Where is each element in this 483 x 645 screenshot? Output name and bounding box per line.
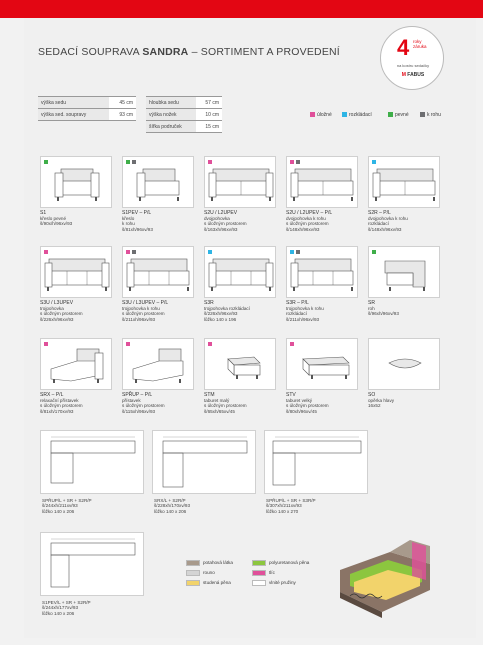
warranty-sub: na kostru sedačky — [396, 63, 430, 68]
title-suffix: – SORTIMENT A PROVEDENÍ — [188, 46, 340, 58]
legend-item — [342, 112, 372, 118]
type-marker — [372, 160, 376, 164]
material-label: polyuretanová pěna — [269, 560, 310, 566]
material-label: rouno — [203, 570, 215, 576]
type-marker — [290, 342, 294, 346]
legend-label: rozkládací — [349, 112, 372, 118]
dimension-label: výška sedu — [38, 97, 109, 109]
dimension-value: 93 cm — [109, 109, 136, 121]
product-illustration — [122, 246, 194, 298]
dimension-row — [38, 109, 136, 121]
product-description: opěrka hlavy 16x52 — [368, 398, 395, 409]
legend-label: pevné — [395, 112, 409, 118]
product-illustration — [286, 156, 358, 208]
brand-logo-mark: M — [401, 72, 406, 78]
brand-logo-text: FABUS — [407, 72, 425, 78]
legend-item — [420, 112, 441, 118]
product-illustration — [368, 246, 440, 298]
material-swatch — [252, 570, 266, 576]
material-item — [252, 580, 296, 586]
product-code: S3R — [204, 300, 214, 306]
page-title — [38, 46, 340, 58]
combination-plan[interactable] — [40, 430, 144, 494]
dimension-label: výška sed. soupravy — [38, 109, 109, 121]
type-marker — [296, 160, 300, 164]
combination-code: S1PEV/L + SR + S2R/P — [42, 600, 91, 605]
material-swatch — [186, 580, 200, 586]
legend-swatch — [310, 112, 315, 117]
dimension-row — [146, 121, 222, 133]
product-code: S3U / L3UPEV — [40, 300, 74, 306]
product-description: trojpohovka k rohu rozkládací š/211xh/96xv/93 — [286, 306, 324, 322]
material-swatch — [186, 570, 200, 576]
dimensions-table-right — [146, 96, 222, 133]
title-prefix: SEDACÍ SOUPRAVA — [38, 46, 143, 58]
warranty-badge — [380, 26, 444, 90]
product-description: trojpohovka k rohu s úložným prostorem š/211xh/96xv/93 — [122, 306, 165, 322]
material-item — [186, 560, 233, 566]
dimension-row — [38, 97, 136, 109]
legend-item — [388, 112, 409, 118]
product-description: trojpohovka rozkládací š/226xh/96xv/93 lůžko 140 x 196 — [204, 306, 250, 322]
product-description: dvojpohovka k rohu rozkládací š/148xh/96xv/93 — [368, 216, 408, 232]
combination-text — [154, 498, 190, 514]
material-swatch — [186, 560, 200, 566]
material-label: potahová látka — [203, 560, 233, 566]
type-marker — [372, 250, 376, 254]
product-code: STM — [204, 392, 215, 398]
warranty-years: 4 — [397, 35, 410, 60]
type-marker — [44, 342, 48, 346]
warranty-label: roky záruka — [413, 39, 427, 49]
material-item — [252, 560, 309, 566]
product-description: roh š/96xh/96xv/93 — [368, 306, 399, 317]
material-swatch — [252, 560, 266, 566]
type-marker — [44, 160, 48, 164]
product-description: křeslo k rohu š/81xh/96xv/93 — [122, 216, 153, 232]
product-code: STV — [286, 392, 296, 398]
product-code: S3U / L3UPEV – P/L — [122, 300, 169, 306]
product-illustration — [122, 156, 194, 208]
product-description: taburet malý s úložným prostorem š/65xh/65xv/45 — [204, 398, 247, 414]
material-swatch — [252, 580, 266, 586]
legend-label: k rohu — [427, 112, 441, 118]
product-illustration — [204, 156, 276, 208]
type-marker — [126, 250, 130, 254]
type-marker — [208, 342, 212, 346]
product-illustration — [122, 338, 194, 390]
combination-description: š/244xh/177xv/93 lůžko 140 x 206 — [42, 605, 79, 616]
title-name: SANDRA — [142, 46, 189, 58]
combination-plan[interactable] — [40, 532, 144, 596]
product-code: S1 — [40, 210, 47, 216]
product-description: dvojpohovka k rohu s úložným prostorem š/148xh/96xv/93 — [286, 216, 329, 232]
product-illustration — [40, 246, 112, 298]
product-description: trojpohovka s úložným prostorem š/226xh/96xv/93 — [40, 306, 83, 322]
product-illustration — [368, 338, 440, 390]
dimension-row — [146, 97, 222, 109]
product-illustration — [286, 338, 358, 390]
product-illustration — [368, 156, 440, 208]
product-illustration — [286, 246, 358, 298]
material-item — [186, 580, 231, 586]
product-illustration — [40, 156, 112, 208]
material-label: vlnité pružiny — [269, 580, 296, 586]
combination-plan[interactable] — [264, 430, 368, 494]
product-illustration — [40, 338, 112, 390]
brand-logo — [393, 72, 433, 78]
product-description: přístavek s úložným prostorem š/115xh/96xv/93 — [122, 398, 165, 414]
dimension-label: šířka područek — [146, 121, 196, 133]
material-label: tlíc — [269, 570, 275, 576]
dimension-row — [146, 109, 222, 121]
material-label: studená pěna — [203, 580, 231, 586]
combination-code: SPŘUP/L + SR + S2R/P — [42, 498, 92, 503]
product-code: S2U / L2UPEV – P/L — [286, 210, 333, 216]
dimensions-table-left — [38, 96, 136, 121]
combination-code: SPŘUP/L + SR + S3R/P — [266, 498, 316, 503]
type-marker — [44, 250, 48, 254]
product-description: taburet velký s úložným prostorem š/80xh/96xv/45 — [286, 398, 329, 414]
type-marker — [126, 160, 130, 164]
legend-swatch — [388, 112, 393, 117]
product-code: S1PEV – P/L — [122, 210, 152, 216]
product-illustration — [204, 246, 276, 298]
combination-text — [266, 498, 316, 514]
type-marker — [208, 250, 212, 254]
dimension-label: výška nožek — [146, 109, 196, 121]
product-code: S2U / L2UPEV — [204, 210, 238, 216]
legend-swatch — [342, 112, 347, 117]
dimension-value: 45 cm — [109, 97, 136, 109]
legend-swatch — [420, 112, 425, 117]
dimension-value: 15 cm — [196, 121, 222, 133]
product-illustration — [204, 338, 276, 390]
dimension-value: 57 cm — [196, 97, 222, 109]
product-description: křeslo pevné š/90x/h/96xv/93 — [40, 216, 73, 227]
type-marker — [132, 250, 136, 254]
type-marker — [132, 160, 136, 164]
combination-text — [42, 600, 91, 616]
type-marker — [296, 250, 300, 254]
legend-item — [310, 112, 332, 118]
product-description: relaxační přístavek s úložným prostorem š/81xh/170xv/93 — [40, 398, 83, 414]
type-marker — [290, 160, 294, 164]
product-code: SR — [368, 300, 375, 306]
type-marker — [126, 342, 130, 346]
product-description: dvojpohovka s úložným prostorem š/163xh/96xv/93 — [204, 216, 247, 232]
cutaway-illustration — [330, 530, 440, 620]
product-code: S3R – P/L — [286, 300, 309, 306]
combination-code: SRX/L + S2R/P — [154, 498, 186, 503]
type-marker — [208, 160, 212, 164]
product-code: SRX – P/L — [40, 392, 64, 398]
combination-text — [42, 498, 92, 514]
product-code: SPŘUP – P/L — [122, 392, 153, 398]
combination-description: š/228xh/170xv/93 lůžko 140 x 206 — [154, 503, 191, 514]
material-item — [252, 570, 275, 576]
product-code: S2R – P/L — [368, 210, 391, 216]
type-marker — [290, 250, 294, 254]
red-header-bar — [0, 0, 483, 18]
dimension-value: 10 cm — [196, 109, 222, 121]
product-code: SO — [368, 392, 376, 398]
combination-description: š/307xh/211xv/93 lůžko 140 x 270 — [266, 503, 302, 514]
material-item — [186, 570, 215, 576]
combination-plan[interactable] — [152, 430, 256, 494]
legend-label: úložné — [317, 112, 332, 118]
dimension-label: hloubka sedu — [146, 97, 196, 109]
combination-description: š/244xh/211xv/93 lůžko 140 x 206 — [42, 503, 78, 514]
